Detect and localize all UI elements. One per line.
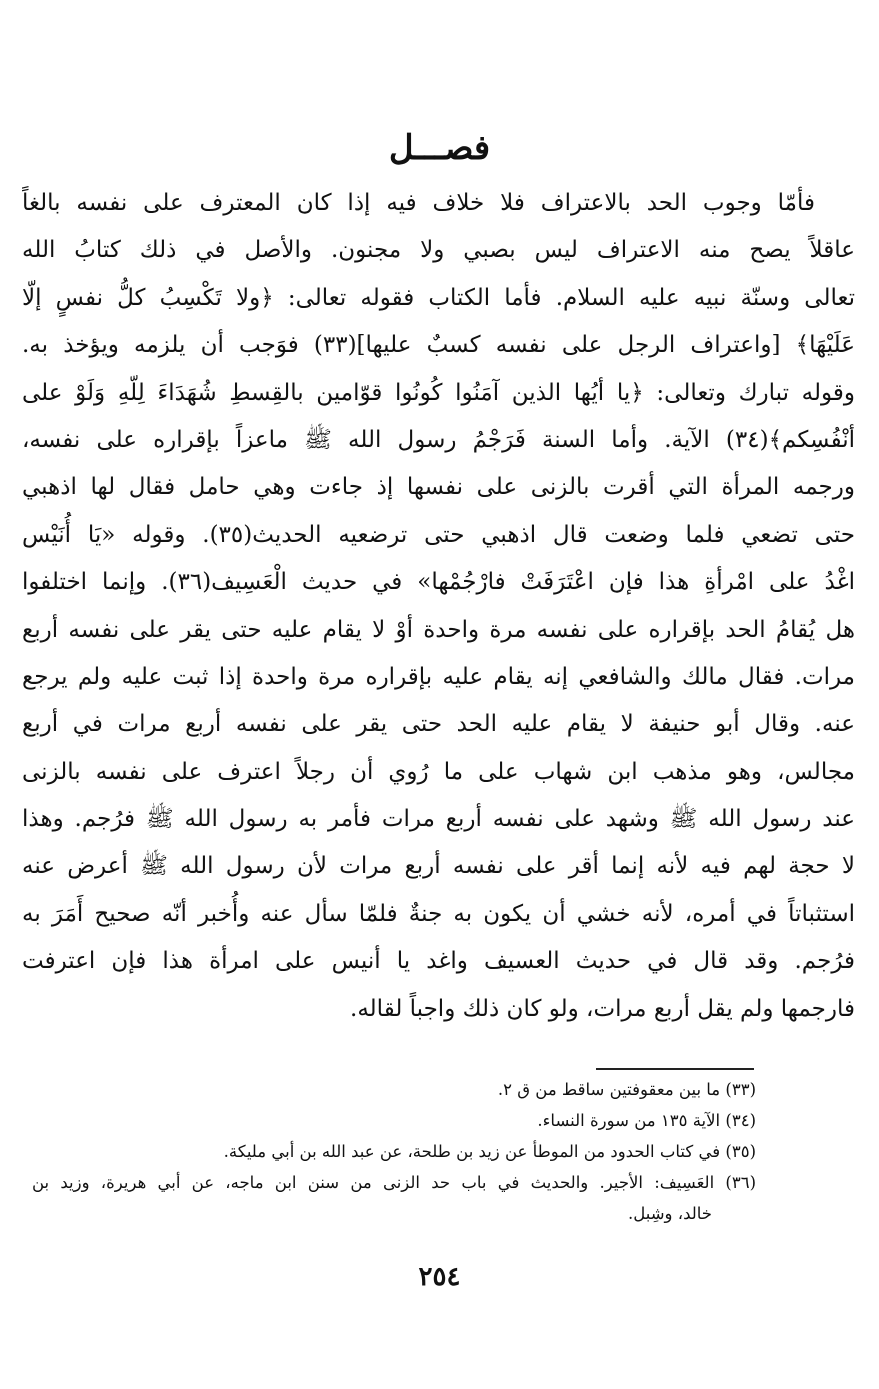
main-text — [22, 180, 855, 1033]
text-line: فارجمها ولم يقل أربع مرات، ولو كان ذلك واجباً لقاله. — [350, 995, 855, 1022]
text-line: اغْدُ على امْرأةِ هذا فإن اعْتَرَفَتْ فارْجُمْها» في حديث الْعَسِيف(٣٦). وإنما اختلفوا — [22, 569, 855, 596]
text-line: وقوله تبارك وتعالى: ﴿يا أيُها الذين آمَنُوا كُونُوا قوّامين بالقِسطِ شُهَدَاءَ لِلّهِ وَلَوْ على — [22, 379, 855, 406]
text-line: فرُجم. وقد قال في حديث العسيف واغد يا أنيس على امرأة هذا فإن اعترفت — [22, 948, 855, 975]
text-line: عَلَيْهَا﴾ [واعتراف الرجل على نفسه كسبٌ عليها](٣٣) فوَجب أن يلزمه ويؤخذ به. — [22, 332, 855, 359]
section-heading: فصـــل — [388, 128, 491, 168]
footnotes — [32, 1074, 756, 1229]
page-number: ٢٥٤ — [418, 1262, 461, 1292]
text-line: عاقلاً يصح منه الاعتراف ليس بصبي ولا مجنون. والأصل في ذلك كتابُ الله — [22, 237, 855, 264]
text-line: لا حجة لهم فيه لأنه إنما أقر على نفسه أربع مرات لأن رسول الله ﷺ أعرض عنه — [22, 853, 855, 880]
text-line: حتى تضعي فلما وضعت قال اذهبي حتى ترضعيه الحديث(٣٥). وقوله «يَا أُنَيْس — [22, 521, 855, 548]
text-line: فأمّا وجوب الحد بالاعتراف فلا خلاف فيه إذا كان المعترف على نفسه بالغاً — [22, 190, 815, 216]
footnote: (٣٤) الآية ١٣٥ من سورة النساء. — [537, 1111, 756, 1130]
footnote-separator — [596, 1068, 754, 1070]
text-line: عنه. وقال أبو حنيفة لا يقام عليه الحد حتى يقر على نفسه أربع مرات في أربع — [22, 711, 855, 738]
text-line: مجالس، وهو مذهب ابن شهاب على ما رُوي أن رجلاً اعترف على نفسه بالزنى — [22, 758, 855, 785]
text-line: أنْفُسِكم﴾(٣٤) الآية. وأما السنة فَرَجْمُ رسول الله ﷺ ماعزاً بإقراره على نفسه، — [22, 426, 855, 453]
text-line: هل يُقامُ الحد بإقراره على نفسه مرة واحدة أوْ لا يقام عليه حتى يقر على نفسه أربع — [22, 616, 855, 643]
text-line: تعالى وسنّة نبيه عليه السلام. فأما الكتاب فقوله تعالى: ﴿ولا تَكْسِبُ كلُّ نفسٍ إلّا — [22, 284, 855, 311]
text-line: استثباتاً في أمره، لأنه خشي أن يكون به جنةٌ فلمّا سأل عنه وأُخبر أنّه صحيح أَمَرَ به — [22, 900, 855, 927]
text-line: مرات. فقال مالك والشافعي إنه يقام عليه بإقراره مرة واحدة إذا ثبت عليه ولم يرجع — [22, 663, 855, 690]
footnote: (٣٥) في كتاب الحدود من الموطأ عن زيد بن طلحة، عن عبد الله بن أبي مليكة. — [223, 1142, 756, 1161]
footnote: (٣٣) ما بين معقوفتين ساقط من ق ٢. — [497, 1080, 756, 1099]
footnote: (٣٦) العَسِيف: الأجير. والحديث في باب حد الزنى من سنن ابن ماجه، عن أبي هريرة، وزيد بن — [32, 1173, 756, 1192]
text-line: عند رسول الله ﷺ وشهد على نفسه أربع مرات فأمر به رسول الله ﷺ فرُجم. وهذا — [22, 806, 855, 833]
footnote-continuation: خالد، وشِبل. — [628, 1204, 712, 1223]
text-line: ورجمه المرأة التي أقرت بالزنى على نفسها إذ جاءت وهي حامل فقال لها اذهبي — [22, 474, 855, 501]
